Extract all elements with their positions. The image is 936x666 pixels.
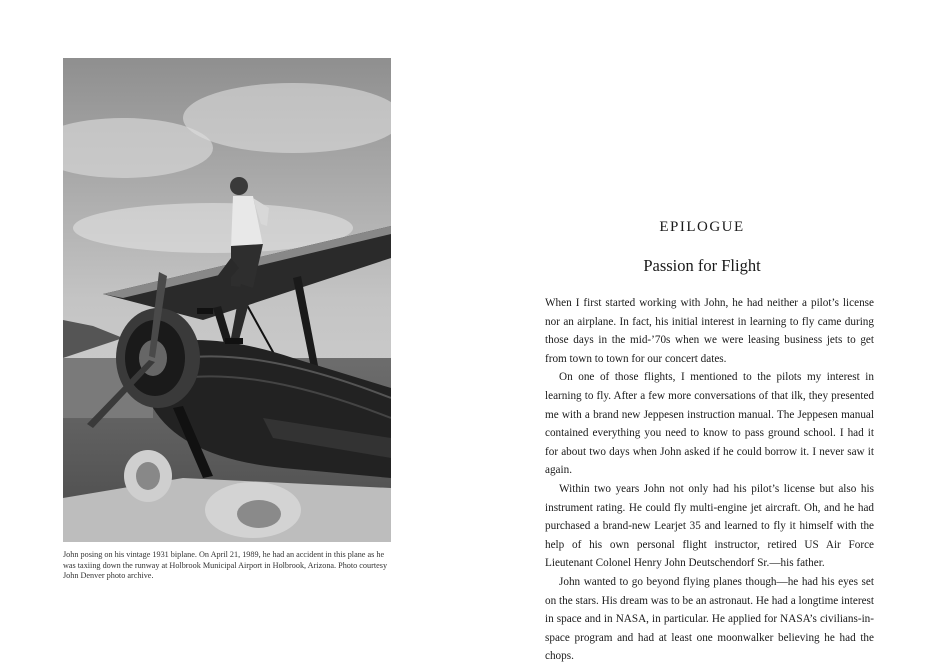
left-page xyxy=(0,0,468,648)
body-text xyxy=(545,294,874,666)
chapter-label: EPILOGUE xyxy=(659,219,745,235)
paragraph: John wanted to go beyond flying planes though—he had his eyes set on the stars. His dream was to be an astronaut. He had a longtime interest in space and in NASA, in particular. He applied for NASA’s civilians-in-space program and had at least one moonwalker believing he had the chops. xyxy=(545,575,874,663)
paragraph: When I first started working with John, he had neither a pilot’s license nor an airplane. In fact, his initial interest in learning to fly came during those days in the mid-’70s when we were leasing business jets to get from town to town for our concert dates. xyxy=(545,297,874,365)
paragraph: On one of those flights, I mentioned to the pilots my interest in learning to fly. After a few more conversations of that ilk, they presented me with a brand new Jeppesen instruction manual. The Jeppesen manual contained everything you need to know to pass ground school. I had it for about two days when John asked if he could borrow it. I never saw it again. xyxy=(545,371,874,477)
paragraph: Within two years John not only had his pilot’s license but also his instrument rating. He could fly multi-engine jet aircraft. Oh, and he had purchased a brand-new Learjet 35 and learned to fly it himself with the help of his own personal flight instructor, retired US Air Force Lieutenant Colonel Henry John Deutschendorf Sr.—his father. xyxy=(545,482,874,570)
biplane-photo xyxy=(63,58,391,542)
photo-caption: John posing on his vintage 1931 biplane. On April 21, 1989, he had an accident in this plane as he was taxiing down the runway at Holbrook Municipal Airport in Holbrook, Arizona. Photo courtesy John Denver photo archive. xyxy=(63,550,388,581)
right-page xyxy=(468,0,936,663)
chapter-title: Passion for Flight xyxy=(643,256,761,275)
